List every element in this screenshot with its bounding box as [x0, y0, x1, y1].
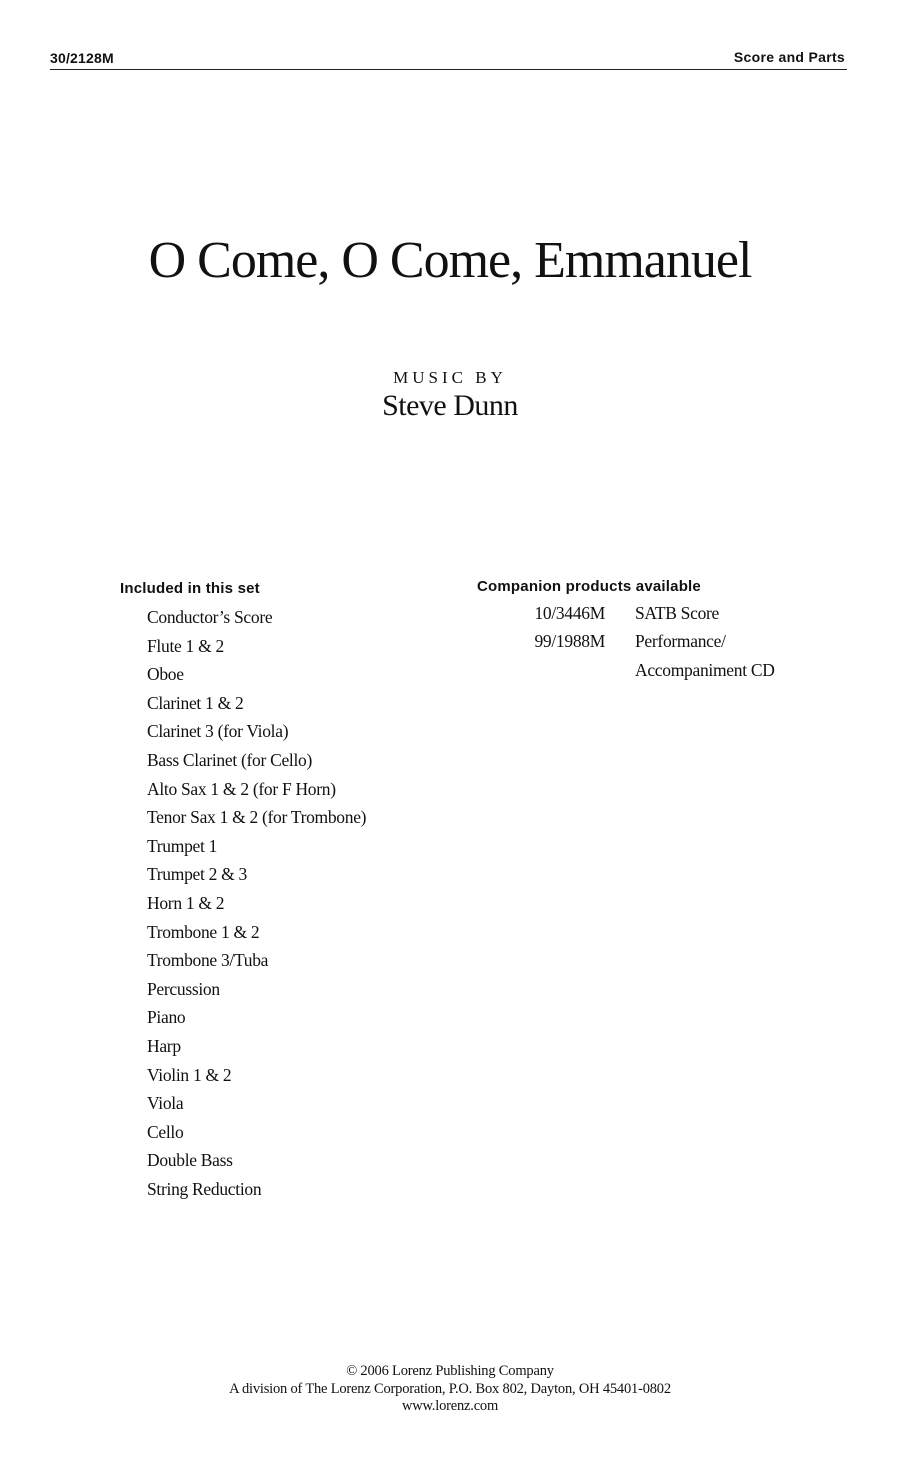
- product-code: 10/3446M: [534, 603, 605, 623]
- list-item: Cello: [147, 1121, 184, 1142]
- list-item: Trumpet 2 & 3: [147, 864, 247, 885]
- list-item: Harp: [147, 1035, 181, 1056]
- list-item: String Reduction: [147, 1178, 262, 1199]
- catalog-number: 30/2128M: [50, 50, 114, 66]
- list-item: Alto Sax 1 & 2 (for F Horn): [147, 778, 336, 799]
- list-item: Oboe: [147, 664, 184, 685]
- publisher-website: www.lorenz.com: [401, 1398, 499, 1414]
- list-item: Clarinet 3 (for Viola): [147, 721, 289, 742]
- page-title: O Come, O Come, Emmanuel: [148, 232, 752, 289]
- list-item: Tenor Sax 1 & 2 (for Trombone): [147, 807, 367, 828]
- included-parts-list: [147, 603, 366, 1203]
- list-item: Conductor’s Score: [147, 607, 273, 627]
- product-description: SATB Score: [635, 603, 720, 623]
- list-item: Trombone 3/Tuba: [147, 950, 269, 971]
- companion-heading: Companion products available: [477, 578, 701, 595]
- copyright-line: © 2006 Lorenz Publishing Company: [346, 1363, 554, 1379]
- list-item: Double Bass: [147, 1150, 233, 1171]
- list-item: Clarinet 1 & 2: [147, 692, 244, 713]
- list-item: Horn 1 & 2: [147, 892, 225, 913]
- list-item: Bass Clarinet (for Cello): [147, 749, 313, 770]
- product-description: Performance/: [635, 631, 726, 651]
- composer-name: Steve Dunn: [382, 389, 518, 422]
- product-code: 99/1988M: [534, 631, 605, 651]
- edition-label: Score and Parts: [733, 49, 845, 65]
- list-item: Piano: [147, 1007, 186, 1028]
- product-description: Accompaniment CD: [635, 660, 775, 680]
- included-heading: Included in this set: [120, 580, 260, 597]
- list-item: Violin 1 & 2: [147, 1064, 232, 1085]
- list-item: Trumpet 1: [147, 835, 218, 856]
- list-item: Flute 1 & 2: [147, 635, 224, 656]
- list-item: Viola: [147, 1093, 184, 1114]
- header-divider: [50, 69, 847, 70]
- publisher-address: A division of The Lorenz Corporation, P.O. Box 802, Dayton, OH 45401-0802: [229, 1381, 671, 1397]
- list-item: Trombone 1 & 2: [147, 921, 260, 942]
- list-item: Percussion: [147, 978, 220, 999]
- music-by-label: MUSIC BY: [393, 368, 507, 387]
